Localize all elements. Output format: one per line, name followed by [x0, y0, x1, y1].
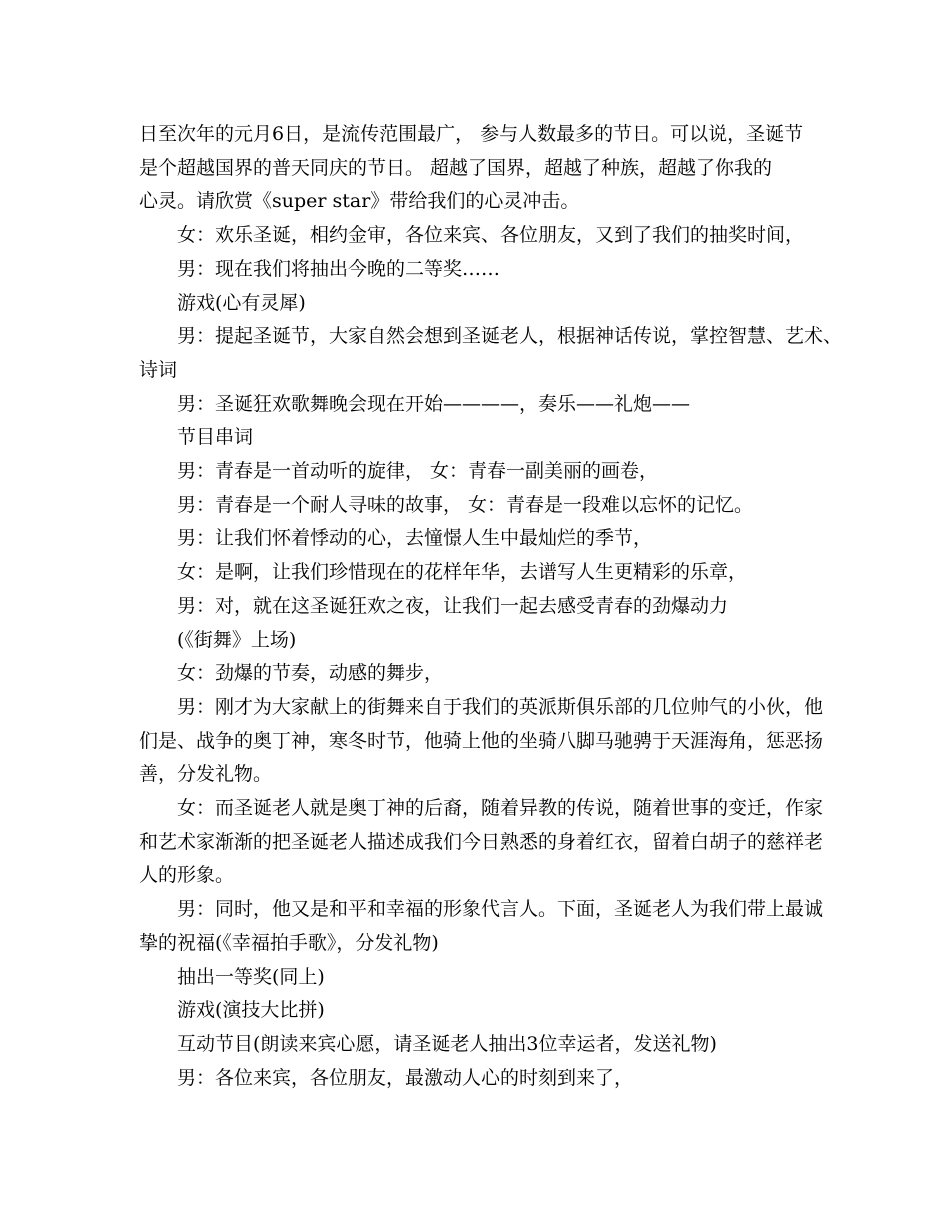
- text-line: 互动节目(朗读来宾心愿，请圣诞老人抽出3位幸运者，发送礼物): [177, 1032, 717, 1055]
- text-line: 游戏(心有灵犀): [177, 291, 306, 314]
- text-line: 男：提起圣诞节，大家自然会想到圣诞老人，根据神话传说，掌控智慧、艺术、: [177, 325, 843, 348]
- text-line: 挚的祝福(《幸福拍手歌》，分发礼物): [139, 931, 439, 954]
- text-line: 男：同时，他又是和平和幸福的形象代言人。下面，圣诞老人为我们带上最诚: [177, 898, 824, 921]
- text-line: 男：各位来宾，各位朋友，最激动人心的时刻到来了，: [177, 1066, 634, 1089]
- text-line: (《街舞》上场): [177, 628, 297, 651]
- text-line: 男：现在我们将抽出今晚的二等奖……: [177, 257, 501, 280]
- text-line: 男：让我们怀着悸动的心，去憧憬人生中最灿烂的季节，: [177, 527, 653, 550]
- text-line: 们是、战争的奥丁神，寒冬时节，他骑上他的坐骑八脚马驰骋于天涯海角，惩恶扬: [139, 729, 824, 752]
- text-line: 男：青春是一个耐人寻味的故事， 女：青春是一段难以忘怀的记忆。: [177, 493, 754, 516]
- text-line: 人的形象。: [139, 864, 235, 887]
- text-line: 节目串词: [177, 426, 254, 449]
- text-line: 日至次年的元月6日，是流传范围最广， 参与人数最多的节日。可以说，圣诞节: [139, 123, 804, 145]
- text-line: 男：圣诞狂欢歌舞晚会现在开始————，奏乐——礼炮——: [177, 392, 691, 415]
- text-line: 男：对，就在这圣诞狂欢之夜，让我们一起去感受青春的劲爆动力: [177, 594, 729, 617]
- text-line: 游戏(演技大比拼): [177, 999, 325, 1022]
- text-line: 女：而圣诞老人就是奥丁神的后裔，随着异教的传说，随着世事的变迁，作家: [177, 797, 824, 820]
- document-body: [139, 118, 843, 1095]
- text-line: 女：劲爆的节奏，动感的舞步，: [177, 662, 444, 685]
- text-line: 心灵。请欣赏《super star》带给我们的心灵冲击。: [139, 190, 580, 213]
- text-line: 男：青春是一首动听的旋律， 女：青春一副美丽的画卷，: [177, 460, 659, 483]
- text-line: 是个超越国界的普天同庆的节日。 超越了国界，超越了种族，超越了你我的: [139, 156, 773, 179]
- text-line: 和艺术家渐渐的把圣诞老人描述成我们今日熟悉的身着红衣，留着白胡子的慈祥老: [139, 830, 824, 853]
- text-line: 抽出一等奖(同上): [177, 965, 325, 988]
- text-line: 男：刚才为大家献上的街舞来自于我们的英派斯俱乐部的几位帅气的小伙，他: [177, 695, 824, 718]
- text-line: 女：是啊，让我们珍惜现在的花样年华，去谱写人生更精彩的乐章，: [177, 561, 748, 584]
- text-line: 诗词: [139, 358, 178, 381]
- text-line: 女：欢乐圣诞，相约金审，各位来宾、各位朋友，又到了我们的抽奖时间，: [177, 224, 805, 247]
- text-line: 善，分发礼物。: [139, 763, 273, 786]
